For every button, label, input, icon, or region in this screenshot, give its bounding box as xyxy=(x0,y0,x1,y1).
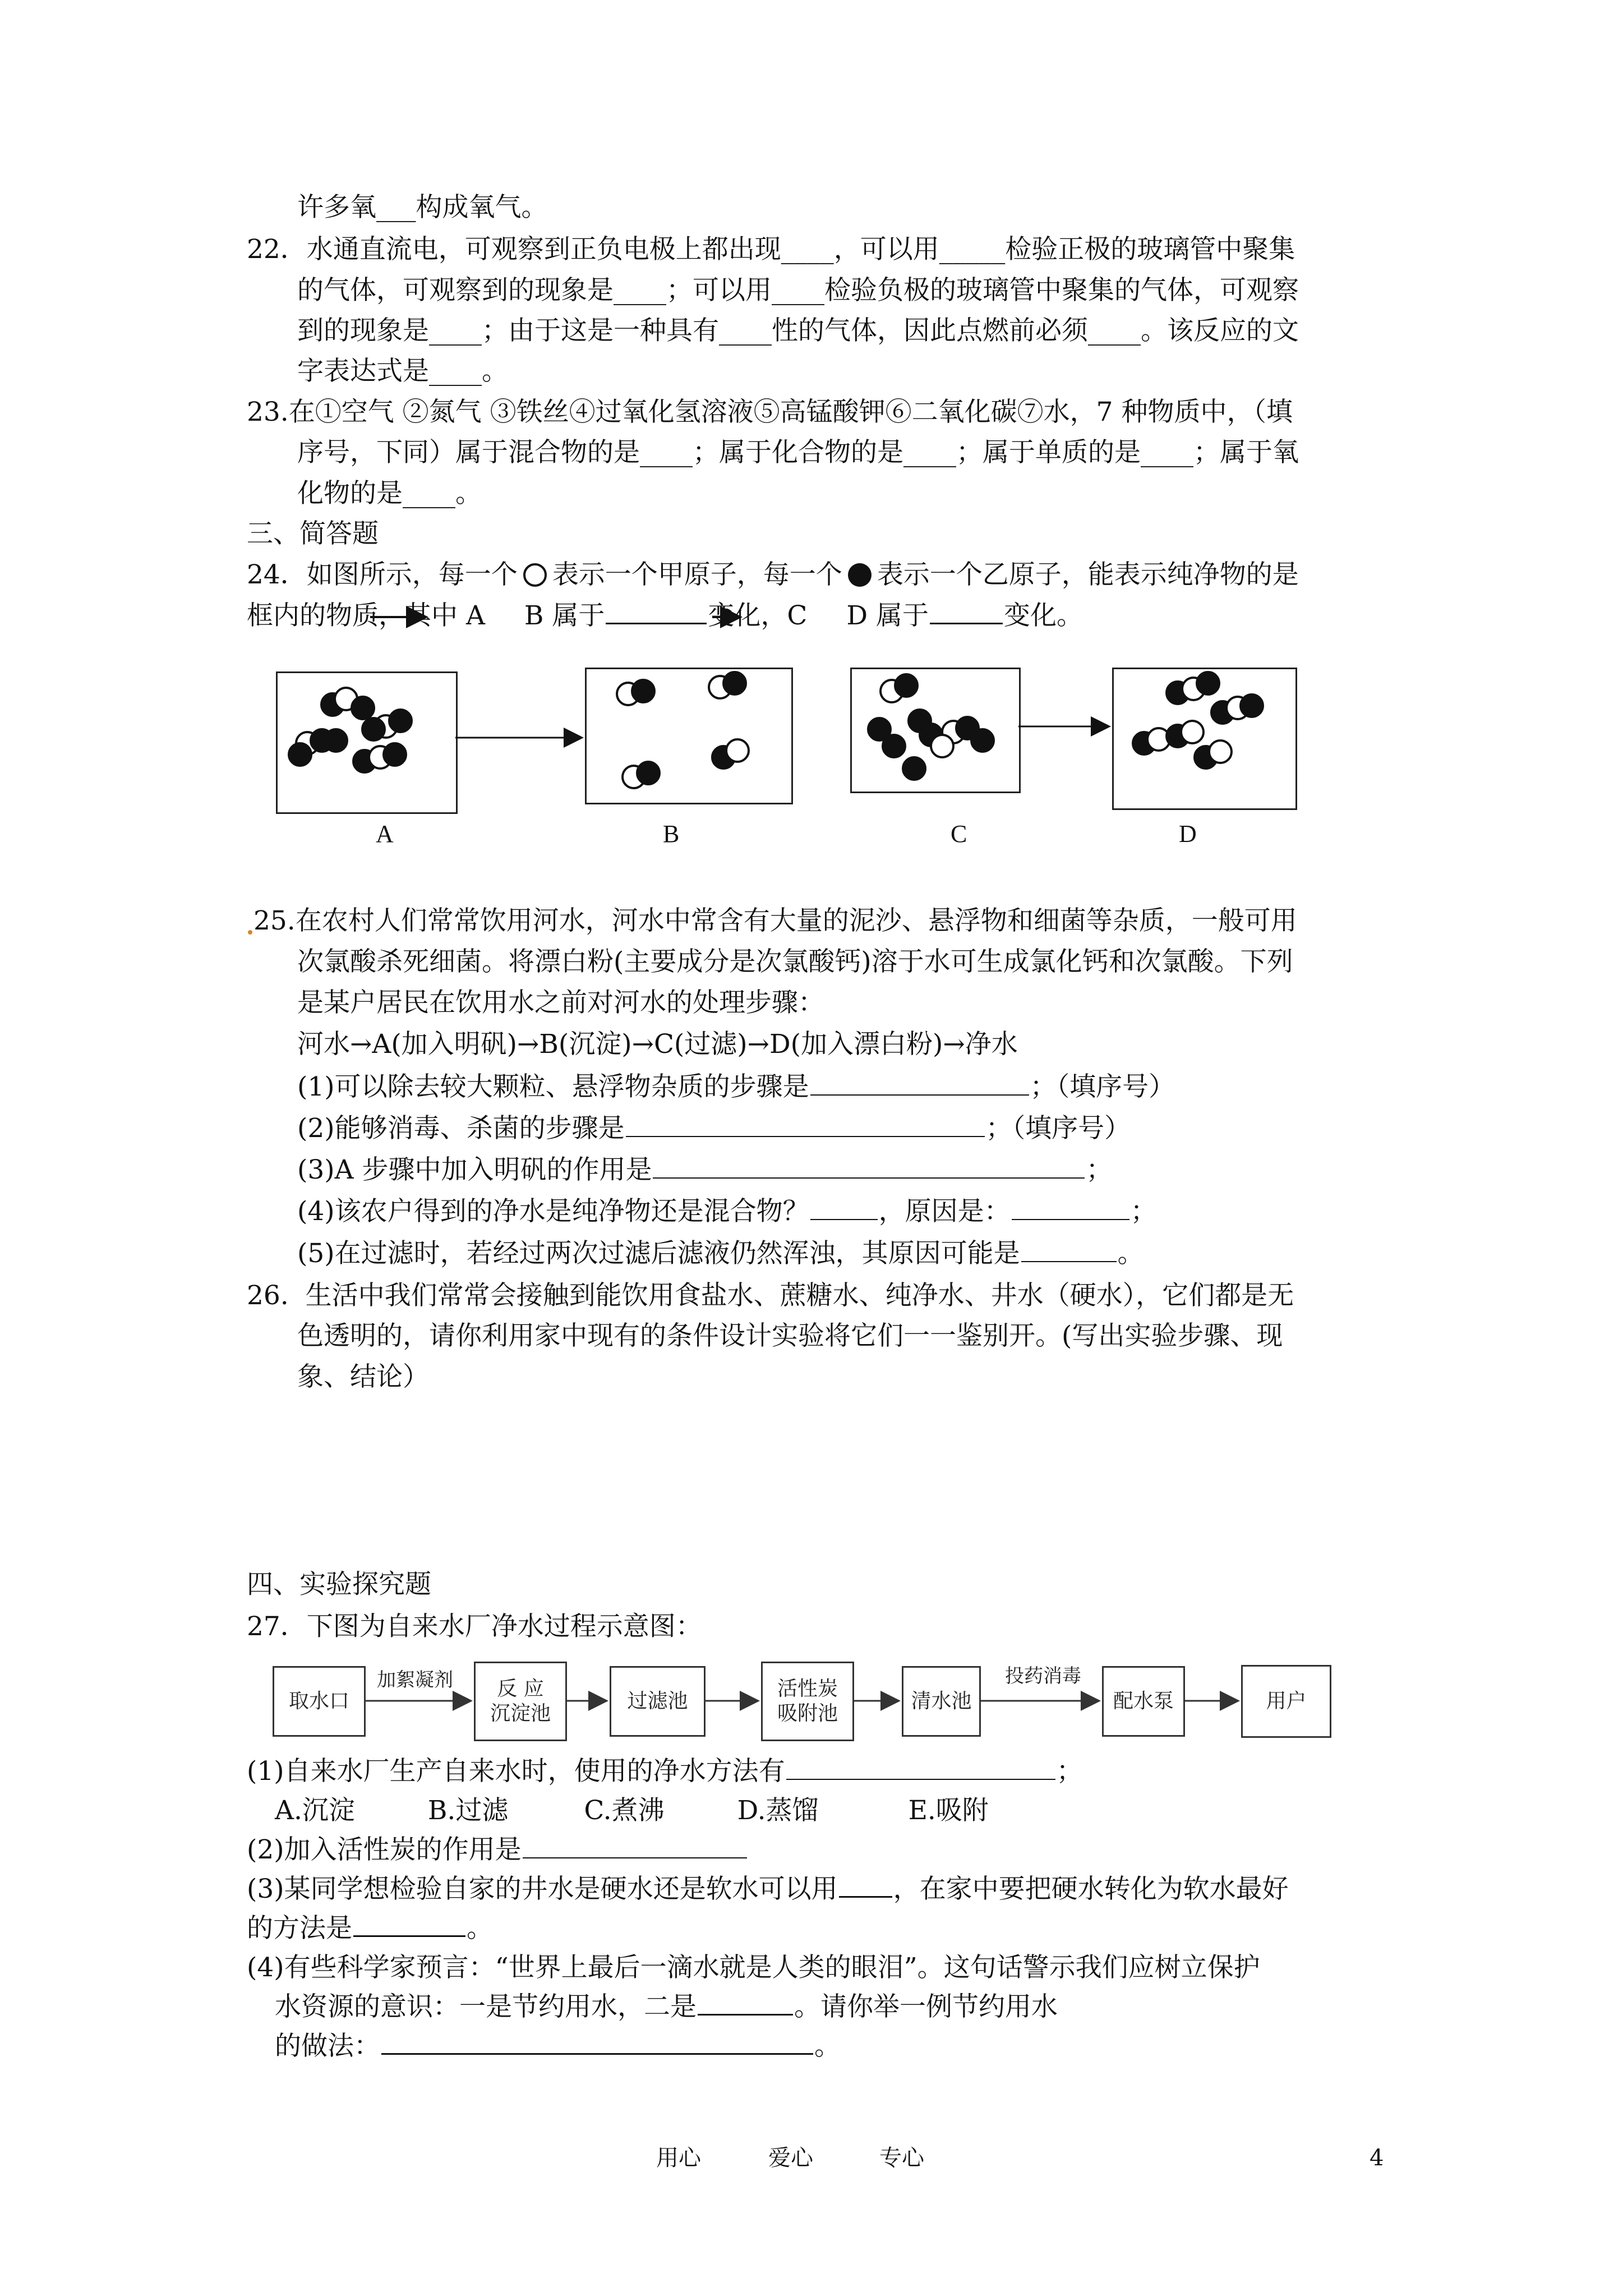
q27-step4-line1: (4)有些科学家预言：“世界上最后一滴水就是人类的眼泪”。这句话警示我们应树立保护 xyxy=(247,1952,1260,1983)
q27-options: A.沉淀 B.过滤 C.煮沸 D.蒸馏 E.吸附 xyxy=(275,1795,989,1826)
q27-step2: (2)加入活性炭的作用是 xyxy=(247,1833,748,1867)
q22-line2: 的气体，可观察到的现象是____；可以用____检验负极的玻璃管中聚集的气体，可观察 xyxy=(297,275,1299,306)
q25-line4: 河水→A(加入明矾)→B(沉淀)→C(过滤)→D(加入漂白粉)→净水 xyxy=(297,1029,1018,1060)
footer-motto-2: 爱心 xyxy=(768,2145,813,2171)
q27-blank-2[interactable] xyxy=(523,1835,747,1858)
box-label-b: B xyxy=(663,820,680,848)
q23-line1: 23.在①空气 ②氮气 ③铁丝④过氧化氢溶液⑤高锰酸钾⑥二氧化碳⑦水，7 种物质中，（填 xyxy=(247,397,1293,427)
section-3-heading: 三、简答题 xyxy=(247,518,379,549)
q27-step4-line3: 的做法： 。 xyxy=(275,2031,841,2062)
flow-reaction-tank: 反 应 沉淀池 xyxy=(474,1662,567,1741)
q25-line1: 25.在农村人们常常饮用河水，河水中常含有大量的泥沙、悬浮物和细菌等杂质，一般可用 xyxy=(253,905,1297,936)
q22-line4: 字表达式是____。 xyxy=(297,356,508,386)
flow-pump: 配水泵 xyxy=(1102,1666,1185,1737)
q21-tail: 许多氧___构成氧气。 xyxy=(297,192,548,223)
q22-line1: 22．水通直流电，可观察到正负电极上都出现____，可以用_____检验正极的玻璃管中聚集 xyxy=(247,234,1295,265)
q27-step3-cont: 的方法是 。 xyxy=(247,1913,493,1944)
q27-blank-1[interactable] xyxy=(786,1756,1055,1780)
q26-line3: 象、结论） xyxy=(297,1361,429,1392)
footer-motto-1: 用心 xyxy=(656,2145,701,2171)
q27-blank-3b[interactable] xyxy=(353,1913,465,1937)
page-number: 4 xyxy=(1370,2145,1384,2171)
q27-step4-line2: 水资源的意识：一是节约用水，二是 。请你举一例节约用水 xyxy=(275,1991,1058,2022)
flow-intake: 取水口 xyxy=(273,1666,366,1737)
q25-step2: (2)能够消毒、杀菌的步骤是 ；（填序号） xyxy=(297,1113,1131,1144)
footer-motto-3: 专心 xyxy=(879,2145,924,2171)
box-label-d: D xyxy=(1179,820,1197,848)
flow-filter-tank: 过滤池 xyxy=(610,1666,706,1737)
flow-label-coagulant: 加絮凝剂 xyxy=(377,1669,453,1691)
q23-line3: 化物的是____。 xyxy=(297,478,482,509)
q24-line1: 24．如图所示，每一个 表示一个甲原子，每一个 表示一个乙原子，能表示纯净物的是 xyxy=(247,559,1299,590)
q26-line1: 26. 生活中我们常常会接触到能饮用食盐水、蔗糖水、纯净水、井水（硬水），它们都是无 xyxy=(247,1280,1294,1311)
q25-step5: (5)在过滤时，若经过两次过滤后滤液仍然浑浊，其原因可能是 。 xyxy=(297,1238,1144,1269)
q27-step1: (1)自来水厂生产自来水时，使用的净水方法有 ； xyxy=(247,1756,1083,1787)
q25-line3: 是某户居民在饮用水之前对河水的处理步骤： xyxy=(297,987,824,1018)
q22-line3: 到的现象是____；由于这是一种具有____性的气体，因此点燃前必须____。该反应的文 xyxy=(297,315,1299,346)
q25-line2: 次氯酸杀死细菌。将漂白粉(主要成分是次氯酸钙)溶于水可生成氯化钙和次氯酸。下列 xyxy=(297,946,1293,977)
q27-step3: (3)某同学想检验自家的井水是硬水还是软水可以用 ，在家中要把硬水转化为软水最好 xyxy=(247,1874,1289,1904)
q24-line2: 框内的物质，其中 A B 属于 变化，C D 属于 变化。 xyxy=(247,600,1083,631)
q25-step4: (4)该农户得到的净水是纯净物还是混合物？ ，原因是： ； xyxy=(297,1196,1157,1227)
flow-user: 用户 xyxy=(1241,1665,1331,1738)
box-label-a: A xyxy=(376,820,394,848)
q27-intro: 27．下图为自来水厂净水过程示意图： xyxy=(247,1611,702,1642)
flow-clear-tank: 清水池 xyxy=(902,1666,981,1737)
flow-carbon-tank: 活性炭 吸附池 xyxy=(761,1662,854,1741)
q27-blank-4b[interactable] xyxy=(381,2031,813,2055)
section-4-heading: 四、实验探究题 xyxy=(247,1569,431,1600)
q23-line2: 序号，下同）属于混合物的是____；属于化合物的是____；属于单质的是____；属于氧 xyxy=(297,437,1299,468)
q25-step1: (1)可以除去较大颗粒、悬浮物杂质的步骤是 ；（填序号） xyxy=(297,1071,1175,1102)
flow-label-disinfect: 投药消毒 xyxy=(1005,1665,1081,1687)
q27-blank-3a[interactable] xyxy=(839,1874,892,1898)
q26-line2: 色透明的，请你利用家中现有的条件设计实验将它们一一鉴别开。(写出实验步骤、现 xyxy=(297,1320,1283,1351)
box-label-c: C xyxy=(951,820,967,848)
q25-step3: (3)A 步骤中加入明矾的作用是 ； xyxy=(297,1154,1113,1185)
q27-blank-4a[interactable] xyxy=(698,1991,793,2016)
